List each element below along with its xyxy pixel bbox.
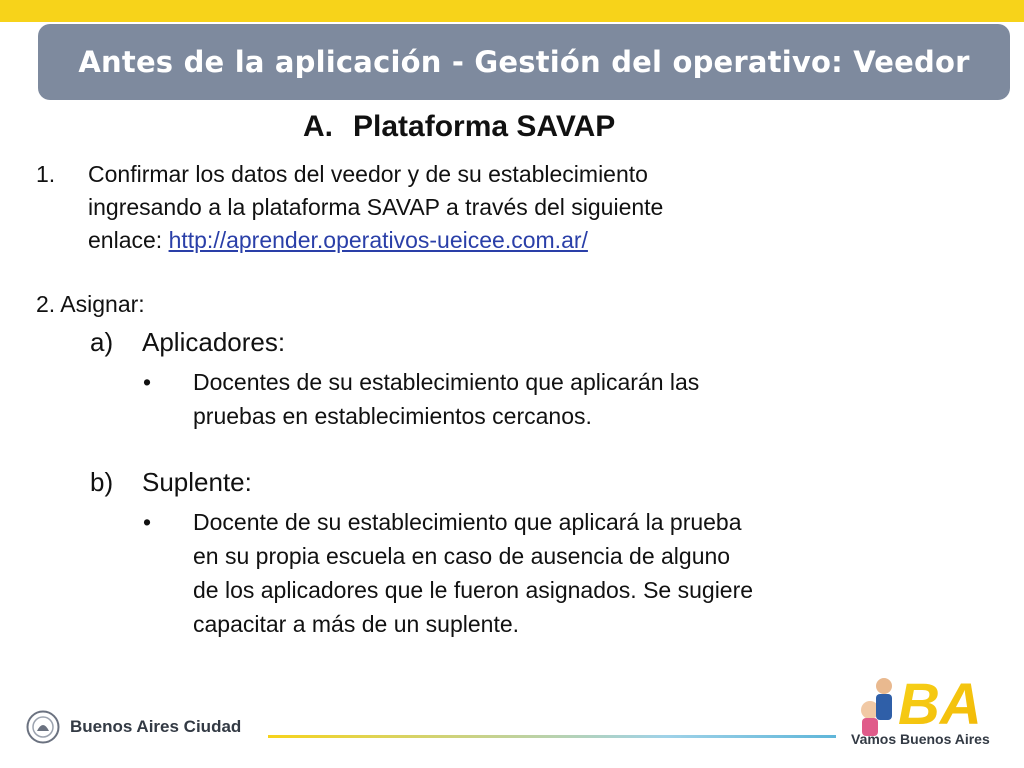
sublist-heading-aplicadores	[90, 326, 285, 359]
text-line: pruebas en establecimientos cercanos.	[193, 403, 592, 429]
list-item-confirm	[36, 158, 836, 257]
bullet-aplicadores	[143, 365, 863, 433]
text-line	[88, 224, 836, 257]
list-item-text	[88, 158, 836, 257]
sublist-title: Aplicadores:	[142, 327, 286, 357]
ba-letters: BA	[898, 672, 982, 737]
title-banner	[38, 24, 1010, 100]
city-seal-icon	[26, 710, 60, 744]
top-accent-bar	[0, 0, 1024, 22]
buenos-aires-ciudad-logo	[26, 710, 241, 744]
sublist-title: Suplente:	[142, 467, 252, 497]
text-line: de los aplicadores que le fueron asignados. Se sugiere	[193, 577, 754, 603]
footer-divider	[268, 735, 836, 738]
bullet-icon: •	[143, 369, 152, 395]
bullet-text	[193, 505, 903, 641]
list-item-assign: 2. Asignar:	[36, 291, 145, 317]
list-number: 1.	[36, 161, 56, 187]
bullet-suplente	[143, 505, 903, 641]
text-line: ingresando a la plataforma SAVAP a través del siguiente	[88, 194, 664, 220]
text-line: Docentes de su establecimiento que aplicarán las	[193, 369, 700, 395]
bullet-text	[193, 365, 863, 433]
sublist-marker: b)	[90, 467, 114, 497]
sublist-marker: a)	[90, 327, 114, 357]
tagline: Vamos Buenos Aires	[851, 731, 990, 747]
slide-title: Antes de la aplicación - Gestión del operativo: Veedor	[78, 45, 970, 79]
bullet-icon: •	[143, 509, 152, 535]
savap-link[interactable]: http://aprender.operativos-ueicee.com.ar/	[168, 227, 588, 253]
brand-name: Buenos Aires Ciudad	[70, 717, 242, 736]
section-marker: A.	[303, 110, 333, 143]
text-line: capacitar a más de un suplente.	[193, 611, 520, 637]
teacher-figure-icon	[876, 678, 892, 694]
link-prefix: enlace:	[88, 227, 169, 253]
text-line: Docente de su establecimiento que aplicará la prueba	[193, 509, 742, 535]
sublist-heading-suplente	[90, 466, 252, 499]
section-title: Plataforma SAVAP	[353, 110, 616, 143]
text-line: en su propia escuela en caso de ausencia de alguno	[193, 543, 731, 569]
text-line: Confirmar los datos del veedor y de su establecimiento	[88, 161, 648, 187]
section-heading	[303, 110, 615, 144]
